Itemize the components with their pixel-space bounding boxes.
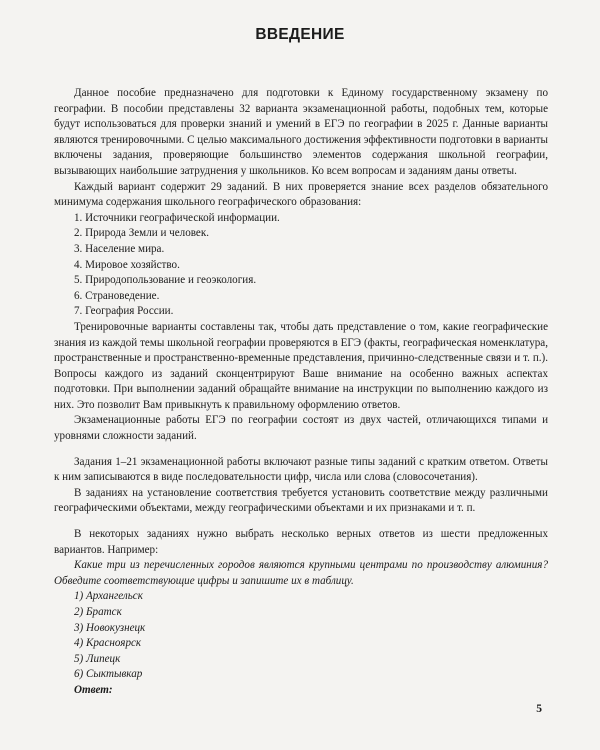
example-question: Какие три из перечисленных городов являются крупными центрами по производству алюминия? Обведите соответствующие цифры и запишите их в таблицу. bbox=[54, 559, 548, 587]
page-number: 5 bbox=[536, 703, 542, 715]
paragraph-gap bbox=[54, 445, 548, 455]
page-title: ВВЕДЕНИЕ bbox=[255, 26, 345, 43]
section-list-item: 4. Мировое хозяйство. bbox=[74, 258, 180, 271]
parts-paragraph: Экзаменационные работы ЕГЭ по географии состоят из двух частей, отличающихся типами и уровнями сложности заданий. bbox=[54, 414, 548, 443]
section-list-item: 7. География России. bbox=[74, 305, 174, 318]
city-option: 2) Братск bbox=[74, 606, 122, 618]
multiple-paragraph: В некоторых заданиях нужно выбрать несколько верных ответов из шести предложенных вариантов. Например: bbox=[54, 528, 548, 556]
tasks-paragraph: Задания 1–21 экзаменационной работы включают разные типы заданий с кратким ответом. Ответы к ним записываются в виде последовательности цифр, числа или слова (словосочетания). bbox=[54, 455, 548, 484]
section-list-item: 1. Источники географической информации. bbox=[74, 211, 280, 224]
city-option: 1) Архангельск bbox=[74, 590, 143, 603]
paragraph-gap bbox=[54, 517, 548, 527]
answer-label: Ответ: bbox=[74, 683, 113, 696]
city-option: 6) Сыктывкар bbox=[74, 668, 143, 681]
section-list-item: 6. Страноведение. bbox=[74, 289, 160, 302]
section-list-item: 2. Природа Земли и человек. bbox=[74, 227, 210, 240]
section-list-item: 3. Население мира. bbox=[74, 242, 165, 255]
intro-paragraph: Данное пособие предназначено для подготовки к Единому государственному экзамену по географии. В пособии представлены 32 варианта экзаменационной работы, подобных тем, которые будут использоваться для проверки знаний и умений в ЕГЭ по географии в 2025 г. Данные варианты являются тренировочными. С целью максимального достижения эффективности подготовки в варианты включены задания, проверяющие большинство элементов содержания школьной географии, вызывающих наибольшие затруднения у школьников. Ко всем вопросам и заданиям даны ответы. bbox=[54, 87, 548, 177]
city-option: 5) Липецк bbox=[74, 652, 121, 665]
city-option: 3) Новокузнецк bbox=[74, 621, 146, 634]
page-body bbox=[54, 86, 548, 699]
section-list-item: 5. Природопользование и геоэкология. bbox=[74, 274, 257, 287]
city-option: 4) Красноярск bbox=[74, 637, 142, 650]
variant-paragraph: Каждый вариант содержит 29 заданий. В них проверяется знание всех разделов обязательного минимума содержания школьного географического образования: bbox=[54, 180, 548, 209]
training-paragraph: Тренировочные варианты составлены так, чтобы дать представление о том, какие географические знания из каждой темы школьной географии проверяются в ЕГЭ (факты, географическая номенклатура, пространственные и пространственно-временные представления, причинно-следственные связи и т. п.). Вопросы каждого из заданий сконцентрируют Ваше внимание на особенно важных аспектах подготовки. При выполнении заданий обращайте внимание на инструкции по выполнению каждого из них. Это позволит Вам привыкнуть к правильному оформлению ответов. bbox=[54, 320, 548, 411]
matching-paragraph: В заданиях на установление соответствия требуется установить соответствие между различными географическими объектами, между географическими объектами и их признаками и т. п. bbox=[54, 486, 548, 515]
